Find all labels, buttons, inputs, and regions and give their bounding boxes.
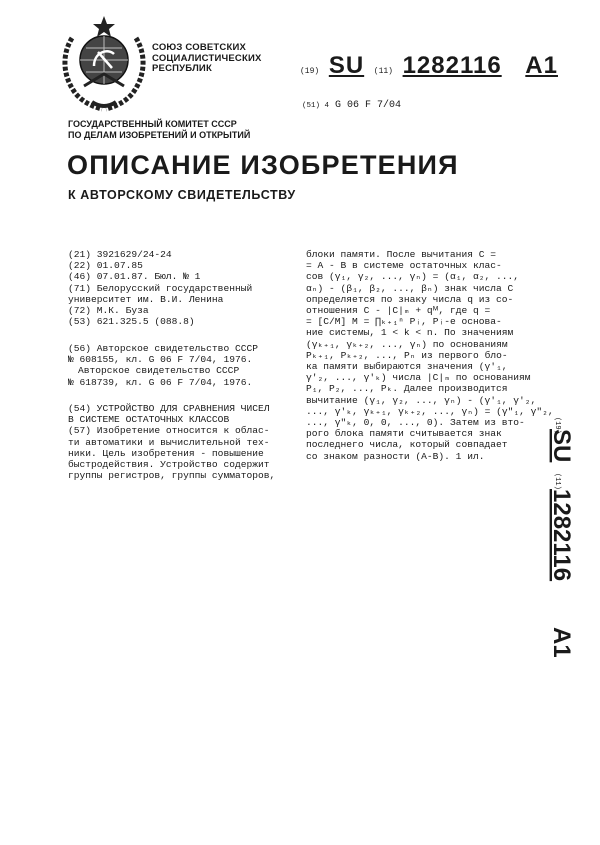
invention-line: группы регистров, группы сумматоров,	[68, 470, 276, 482]
patent-number: 1282116	[402, 52, 502, 79]
abstract-line: ка памяти выбираются значения (γ'₁,	[306, 361, 508, 373]
abstract-line: вычитание (γ₁, γ₂, ..., γₙ) - (γ'₁, γ'₂,	[306, 394, 537, 406]
abstract-continuation	[306, 249, 552, 462]
biblio-line: (21) 3921629/24-24	[68, 249, 172, 260]
abstract-line: определяется по знаку числа q из со-	[306, 293, 514, 305]
biblio-line: (53) 621.325.5 (088.8)	[68, 316, 195, 328]
abstract-line: (γₖ₊₁, γₖ₊₂, ..., γₙ) по основаниям	[306, 338, 508, 350]
inid-51: (51) 4	[302, 102, 330, 110]
abstract-line: = [C/M] M = ∏ₖ₊₁ⁿ Pᵢ, Pᵢ-е основа-	[306, 316, 502, 328]
country-code: SU	[328, 52, 365, 79]
biblio-line: (71) Белорусский государственный	[68, 282, 253, 294]
abstract-line: ..., γ"ₖ, 0, 0, ..., 0). Затем из вто-	[306, 417, 525, 429]
abstract-line: последнего числа, который совпадает	[306, 439, 508, 451]
ipc-class: G 06 F 7/04	[335, 100, 402, 111]
reference-line: Авторское свидетельство СССР	[78, 365, 240, 377]
abstract-line: P₁, P₂, ..., Pₖ. Далее производится	[306, 383, 508, 395]
abstract-line: со знаком разности (A-B). 1 ил.	[306, 450, 485, 462]
inid-11: (11)	[373, 67, 393, 76]
invention-line: В СИСТЕМЕ ОСТАТОЧНЫХ КЛАССОВ	[68, 414, 230, 426]
document-subtitle: К АВТОРСКОМУ СВИДЕТЕЛЬСТВУ	[68, 188, 296, 202]
committee-line: ГОСУДАРСТВЕННЫЙ КОМИТЕТ СССР	[68, 119, 237, 129]
side-publication-stamp	[532, 415, 582, 675]
side-patent-number: 1282116	[548, 489, 575, 582]
reference-line: № 618739, кл. G 06 F 7/04, 1976.	[68, 376, 253, 388]
reference-line: (56) Авторское свидетельство СССР	[68, 343, 258, 354]
biblio-line: университет им. В.И. Ленина	[68, 293, 224, 305]
invention-line: быстродействия. Устройство содержит	[68, 459, 270, 471]
abstract-line: сов (γ₁, γ₂, ..., γₙ) = (α₁, α₂, ...,	[306, 271, 520, 283]
side-inid-11: (11)	[553, 473, 561, 490]
country-line: РЕСПУБЛИК	[152, 63, 212, 74]
abstract-line: блоки памяти. После вычитания C =	[306, 249, 496, 260]
state-emblem-icon	[58, 14, 150, 112]
biblio-line: (72) М.К. Буза	[68, 305, 149, 317]
committee-line: ПО ДЕЛАМ ИЗОБРЕТЕНИЙ И ОТКРЫТИЙ	[68, 130, 251, 140]
inid-19: (19)	[300, 67, 320, 76]
abstract-line: рого блока памяти считывается знак	[306, 428, 502, 440]
biblio-line: (22) 01.07.85	[68, 260, 143, 272]
abstract-line: αₙ) - (β₁, β₂, ..., βₙ) знак числа C	[306, 282, 514, 294]
invention-line: ники. Цель изобретения - повышение	[68, 447, 264, 459]
invention-title-abstract	[68, 403, 275, 481]
ipc-classification	[302, 100, 401, 111]
document-title: ОПИСАНИЕ ИЗОБРЕТЕНИЯ	[67, 150, 459, 180]
invention-line: (57) Изобретение относится к облас-	[68, 425, 270, 437]
abstract-line: ние системы, 1 < k < n. По значениям	[306, 327, 514, 339]
kind-code: A1	[525, 52, 558, 79]
side-kind-code: A1	[548, 627, 575, 658]
country-line: СОЦИАЛИСТИЧЕСКИХ	[152, 52, 262, 64]
biblio-line: (46) 07.01.87. Бюл. № 1	[68, 271, 201, 283]
bibliographic-data	[68, 249, 252, 327]
invention-line: (54) УСТРОЙСТВО ДЛЯ СРАВНЕНИЯ ЧИСЕЛ	[68, 403, 270, 414]
publication-number	[300, 52, 558, 80]
country-line: СОЮЗ СОВЕТСКИХ	[152, 42, 247, 53]
reference-line: № 608155, кл. G 06 F 7/04, 1976.	[68, 354, 253, 366]
abstract-line: отношения C - |C|ₘ + qᴹ, где q =	[306, 305, 491, 317]
abstract-line: γ'₂, ..., γ'ₖ) числа |C|ₘ по основаниям	[306, 372, 531, 384]
references-cited	[68, 343, 258, 388]
abstract-line: Pₖ₊₁, Pₖ₊₂, ..., Pₙ из первого бло-	[306, 349, 508, 361]
invention-line: ти автоматики и вычислительной тех-	[68, 436, 270, 448]
country-name	[152, 43, 262, 75]
committee-name	[68, 119, 250, 141]
side-country-code: SU	[548, 429, 575, 463]
side-inid-19: (19)	[553, 417, 561, 434]
abstract-line: = A - B в системе остаточных клас-	[306, 260, 502, 272]
abstract-line: ..., γ'ₖ, γₖ₊₁, γₖ₊₂, ..., γₙ) = (γ"₁, γ"₂,	[306, 405, 554, 417]
